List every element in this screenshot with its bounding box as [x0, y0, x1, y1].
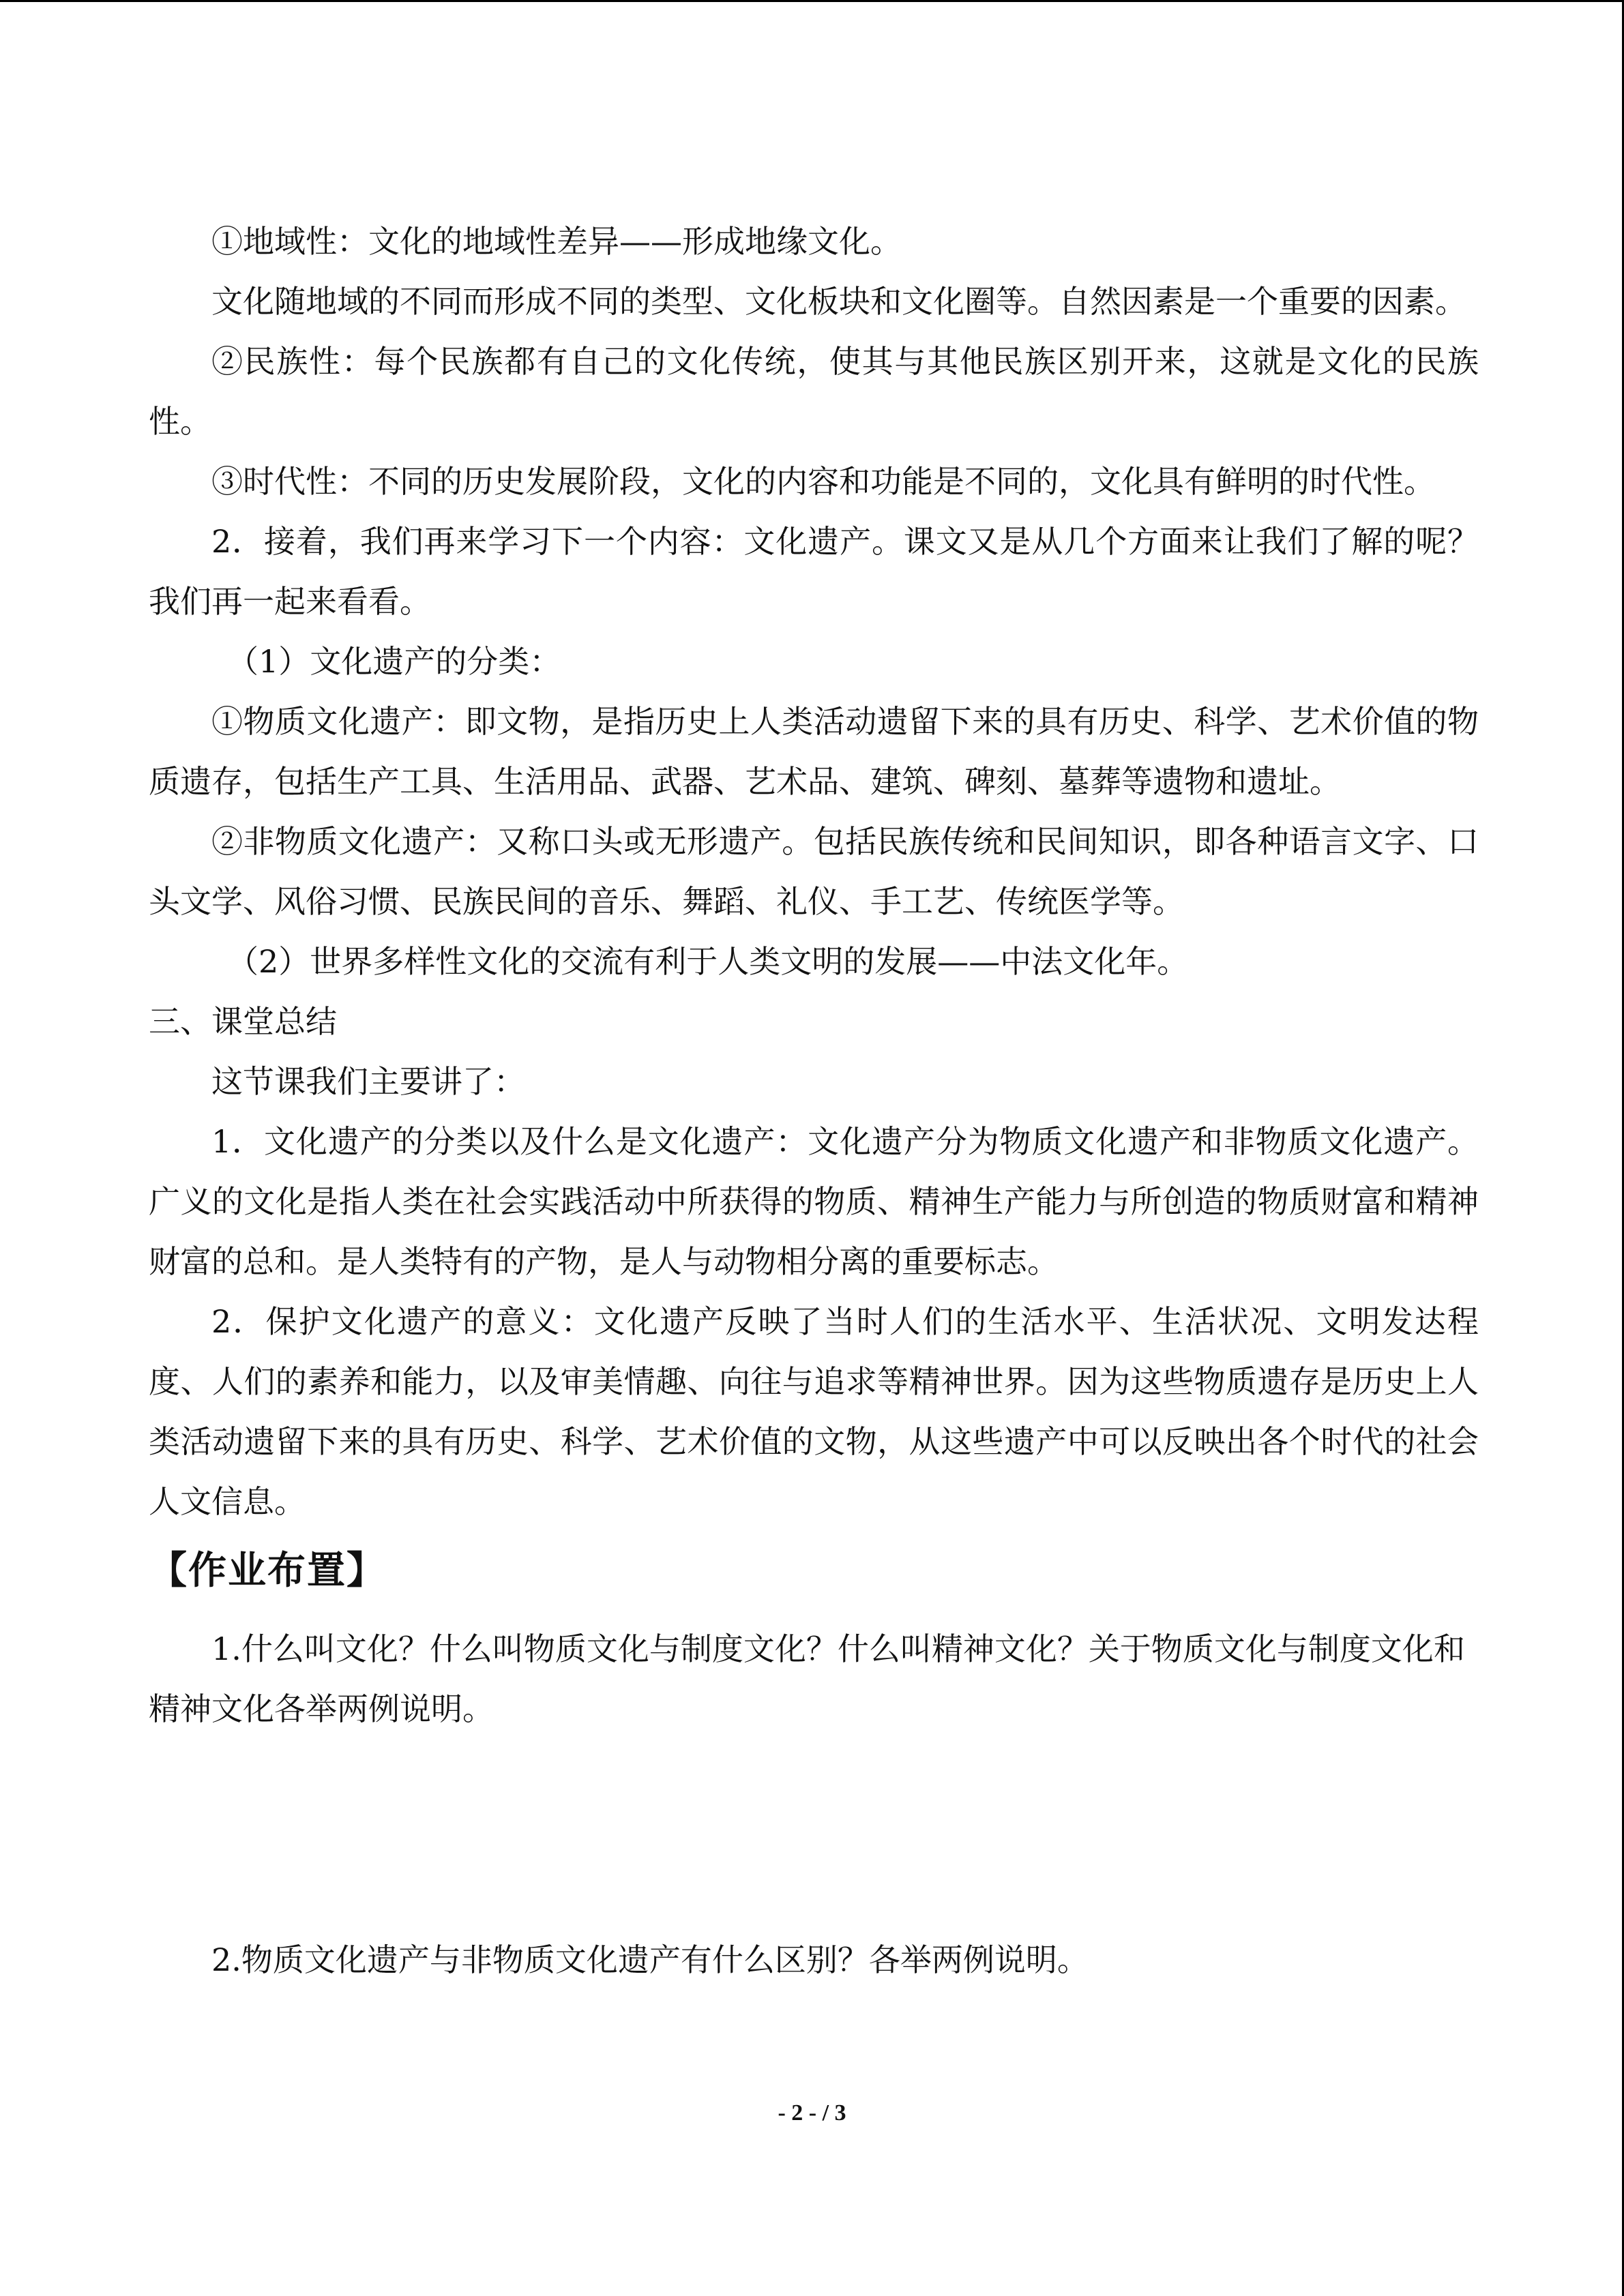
document-body	[149, 211, 1479, 1990]
para-era: ③时代性：不同的历史发展阶段，文化的内容和功能是不同的，文化具有鲜明的时代性。	[211, 463, 1435, 500]
homework-heading: 【作业布置】	[149, 1549, 386, 1593]
para-summary-point-2: 2．保护文化遗产的意义：文化遗产反映了当时人们的生活水平、生活状况、文明发达程度、人们的素养和能力，以及审美情趣、向往与追求等精神世界。因为这些物质遗存是历史上人类活动遗留下来的具有历史、科学、艺术价值的文物，从这些遗产中可以反映出各个时代的社会人文信息。	[149, 1303, 1479, 1520]
para-heritage-classification: （1）文化遗产的分类：	[227, 643, 561, 680]
para-cultural-exchange: （2）世界多样性文化的交流有利于人类文明的发展——中法文化年。	[227, 943, 1189, 980]
para-material-heritage: ①物质文化遗产：即文物，是指历史上人类活动遗留下来的具有历史、科学、艺术价值的物质遗存，包括生产工具、生活用品、武器、艺术品、建筑、碑刻、墓葬等遗物和遗址。	[149, 703, 1479, 800]
homework-question-1: 1.什么叫文化？什么叫物质文化与制度文化？什么叫精神文化？关于物质文化与制度文化和精神文化各举两例说明。	[149, 1630, 1465, 1727]
para-ethnic: ②民族性：每个民族都有自己的文化传统，使其与其他民族区别开来，这就是文化的民族性。	[149, 343, 1479, 440]
homework-question-2: 2.物质文化遗产与非物质文化遗产有什么区别？各举两例说明。	[211, 1941, 1089, 1978]
para-summary-point-1: 1．文化遗产的分类以及什么是文化遗产：文化遗产分为物质文化遗产和非物质文化遗产。广义的文化是指人类在社会实践活动中所获得的物质、精神生产能力与所创造的物质财富和精神财富的总和。是人类特有的产物，是人与动物相分离的重要标志。	[149, 1123, 1479, 1280]
para-intangible-heritage: ②非物质文化遗产：又称口头或无形遗产。包括民族传统和民间知识，即各种语言文字、口头文学、风俗习惯、民族民间的音乐、舞蹈、礼仪、手工艺、传统医学等。	[149, 823, 1479, 920]
para-heritage-intro: 2．接着，我们再来学习下一个内容：文化遗产。课文又是从几个方面来让我们了解的呢？我们再一起来看看。	[149, 523, 1479, 620]
page-top-border	[0, 0, 1624, 2]
section-heading-summary: 三、课堂总结	[149, 1003, 337, 1040]
page-number: - 2 - / 3	[778, 2100, 846, 2126]
para-regional-detail: 文化随地域的不同而形成不同的类型、文化板块和文化圈等。自然因素是一个重要的因素。	[211, 283, 1466, 320]
para-regional: ①地域性：文化的地域性差异——形成地缘文化。	[211, 223, 902, 260]
para-summary-intro: 这节课我们主要讲了：	[211, 1063, 525, 1100]
answer-space	[149, 1739, 1479, 1930]
